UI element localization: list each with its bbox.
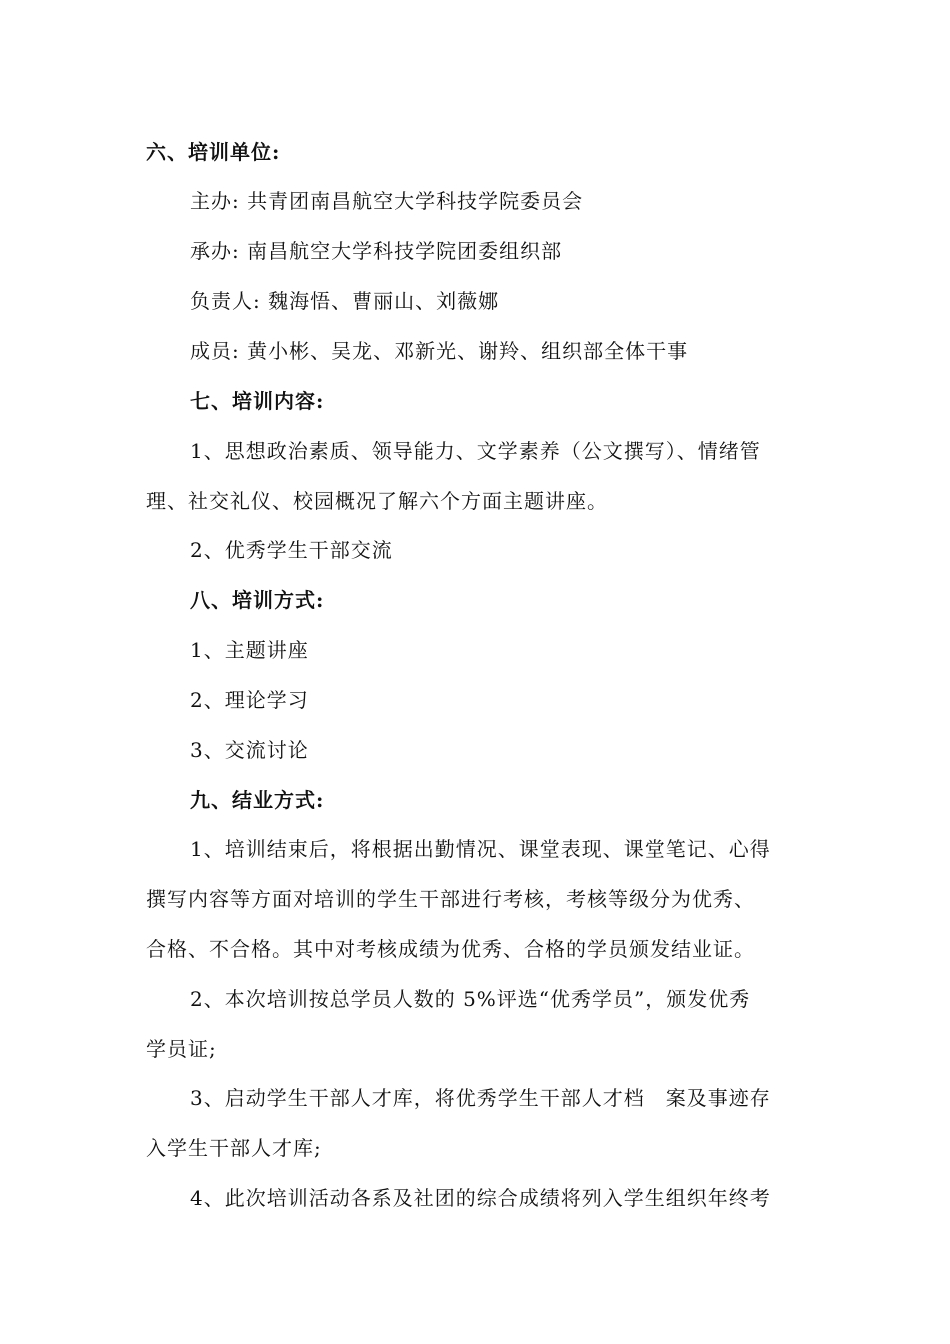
content-item-1-line-2: 理、社交礼仪、校园概况了解六个方面主题讲座。	[146, 489, 608, 513]
completion-item-2-line-2: 学员证;	[146, 1037, 217, 1061]
method-item-1: 1、主题讲座	[190, 638, 309, 662]
section-7-heading: 七、培训内容:	[190, 389, 325, 413]
content-item-1-line-1: 1、思想政治素质、领导能力、文学素养（公文撰写）、情绪管	[190, 439, 761, 463]
organizer-line: 承办: 南昌航空大学科技学院团委组织部	[190, 239, 563, 263]
members-line: 成员: 黄小彬、吴龙、邓新光、谢羚、组织部全体干事	[190, 339, 689, 363]
completion-item-3-line-1: 3、启动学生干部人才库，将优秀学生干部人才档 案及事迹存	[190, 1086, 771, 1110]
section-6-heading: 六、培训单位:	[146, 140, 281, 164]
leaders-line: 负责人: 魏海悟、曹丽山、刘薇娜	[190, 289, 500, 313]
section-9-heading: 九、结业方式:	[190, 788, 325, 812]
method-item-3: 3、交流讨论	[190, 738, 309, 762]
host-line: 主办: 共青团南昌航空大学科技学院委员会	[190, 189, 584, 213]
section-8-heading: 八、培训方式:	[190, 588, 325, 612]
completion-item-1-line-2: 撰写内容等方面对培训的学生干部进行考核，考核等级分为优秀、	[146, 887, 755, 911]
completion-item-3-line-2: 入学生干部人才库;	[146, 1136, 322, 1160]
completion-item-1-line-3: 合格、不合格。其中对考核成绩为优秀、合格的学员颁发结业证。	[146, 937, 755, 961]
completion-item-1-line-1: 1、培训结束后，将根据出勤情况、课堂表现、课堂笔记、心得	[190, 837, 771, 861]
completion-item-2-line-1: 2、本次培训按总学员人数的 5%评选“优秀学员”，颁发优秀	[190, 987, 751, 1011]
completion-item-4-line-1: 4、此次培训活动各系及社团的综合成绩将列入学生组织年终考	[190, 1186, 771, 1210]
content-item-2: 2、优秀学生干部交流	[190, 538, 393, 562]
method-item-2: 2、理论学习	[190, 688, 309, 712]
